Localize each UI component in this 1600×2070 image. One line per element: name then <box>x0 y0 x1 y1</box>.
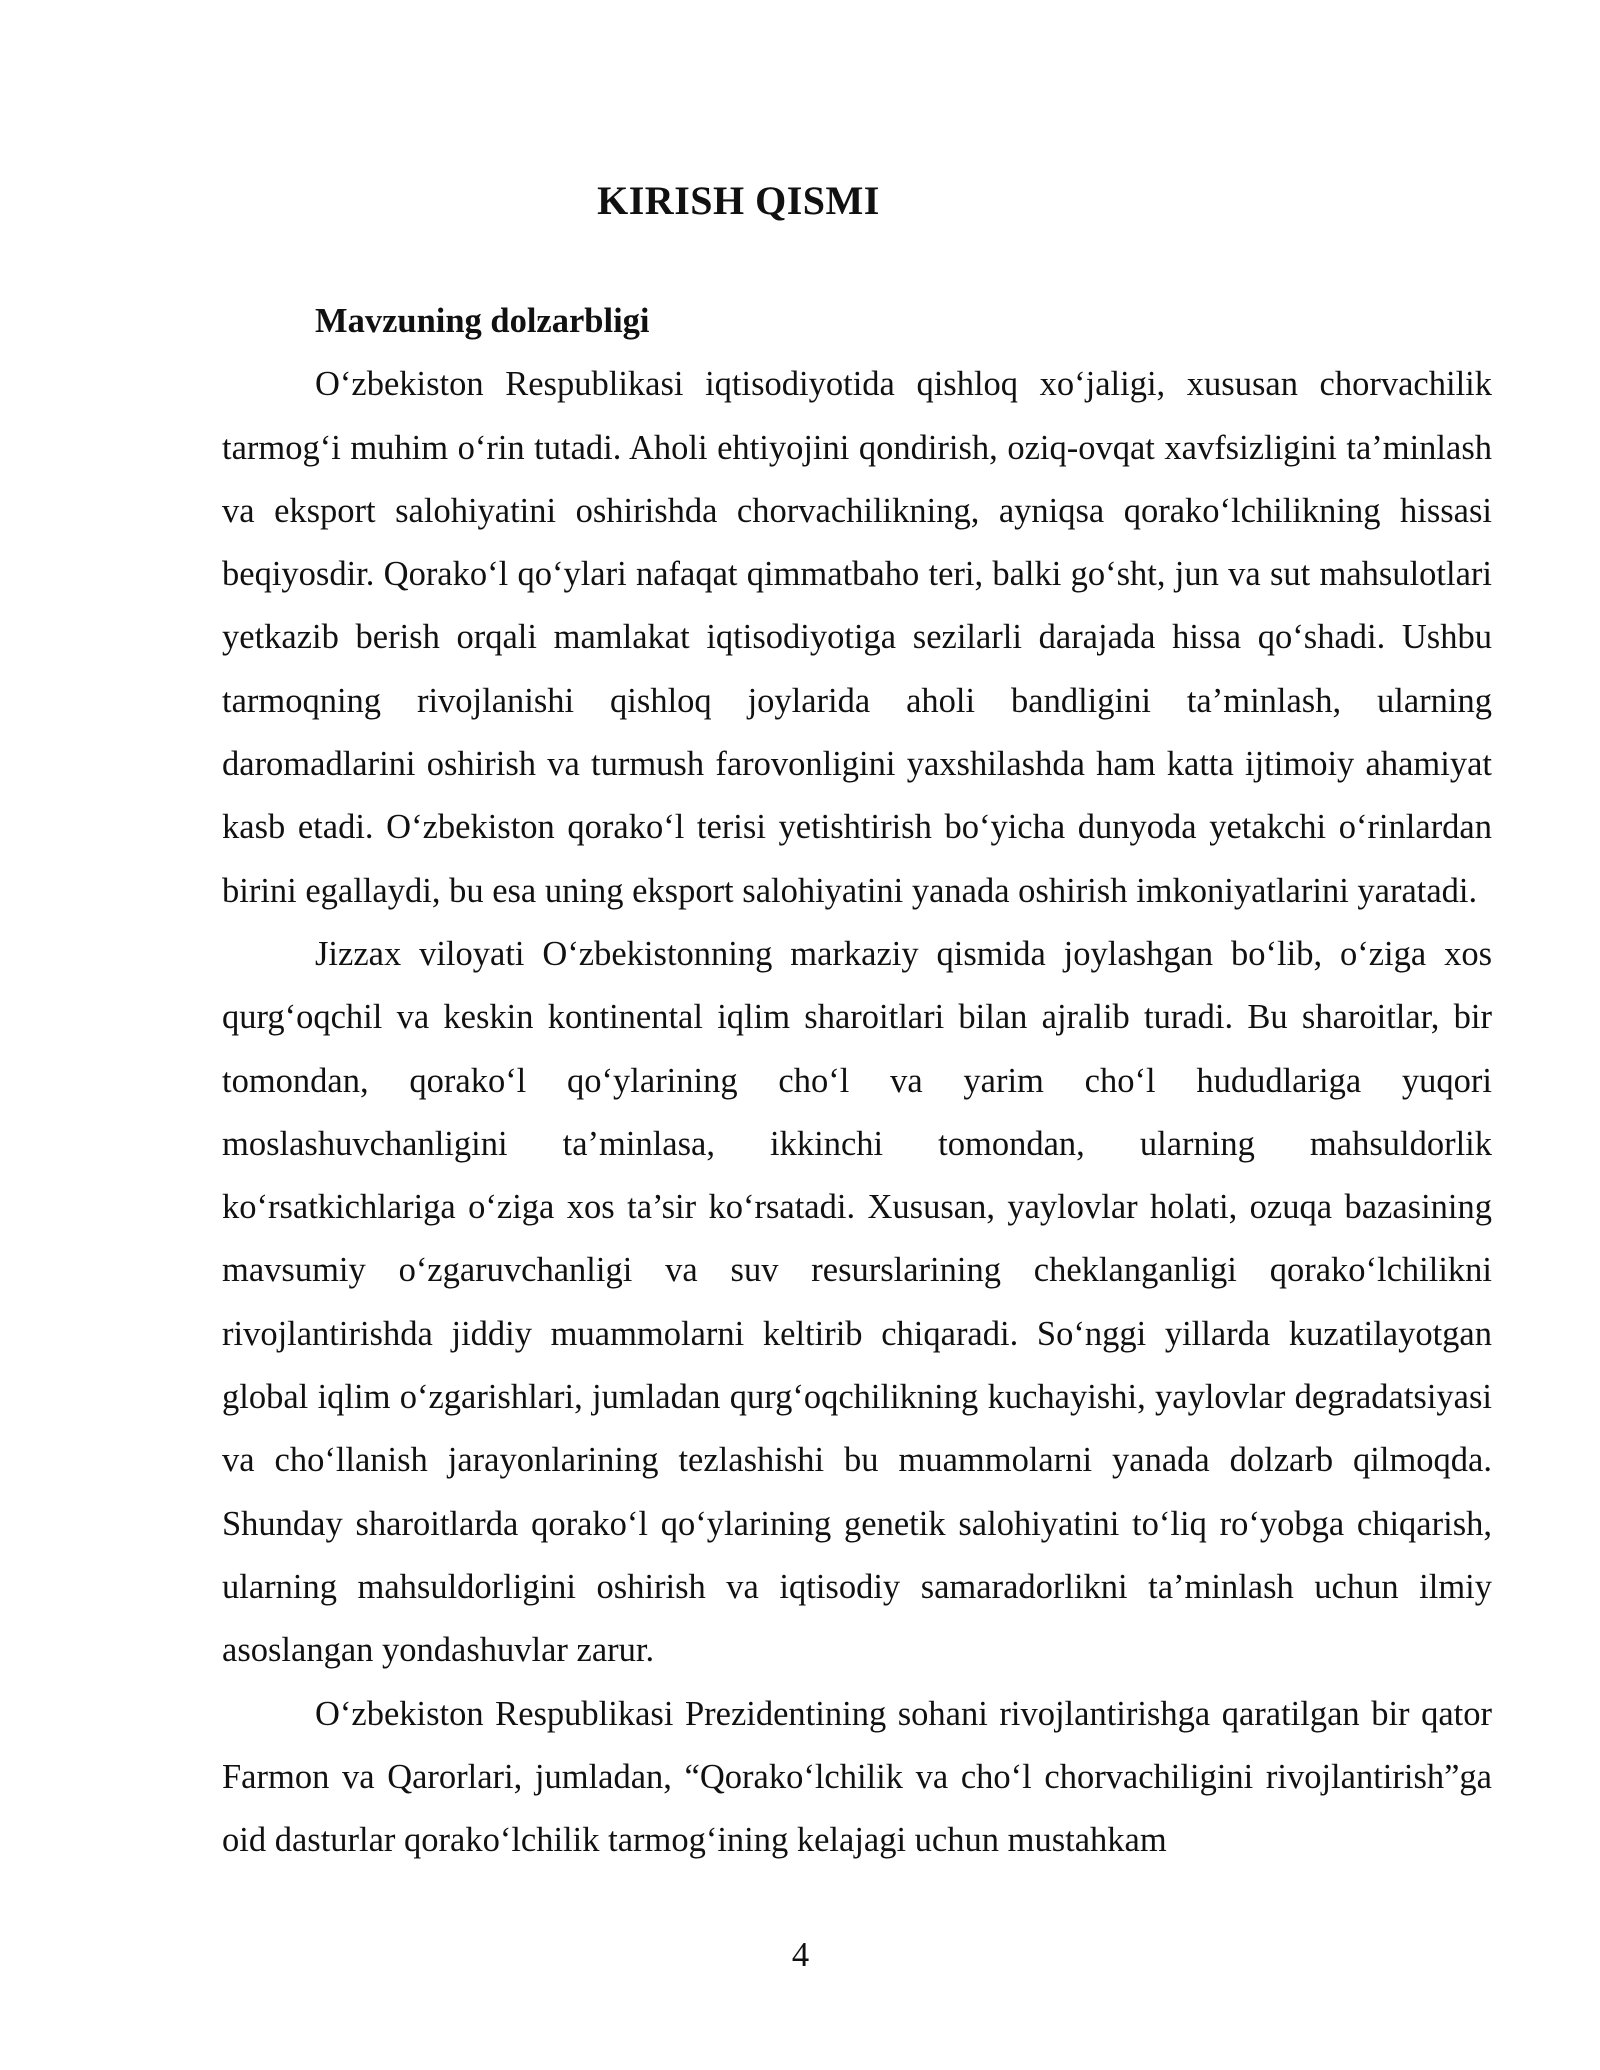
section-heading: Mavzuning dolzarbligi <box>315 302 650 340</box>
document-body <box>222 290 1492 1872</box>
paragraph-1: O‘zbekiston Respublikasi iqtisodiyotida qishloq xo‘jaligi, xususan chorvachilik tarmog‘i muhim o‘rin tutadi. Aholi ehtiyojini qondirish, oziq-ovqat xavfsizligini ta’minlash va eksport salohiyatini oshirishda chorvachilikning, ayniqsa qorako‘lchilikning hissasi beqiyosdir. Qorako‘l qo‘ylari nafaqat qimmatbaho teri, balki go‘sht, jun va sut mahsulotlari yetkazib berish orqali mamlakat iqtisodiyotiga sezilarli darajada hissa qo‘shadi. Ushbu tarmoqning rivojlanishi qishloq joylarida aholi bandligini ta’minlash, ularning daromadlarini oshirish va turmush farovonligini yaxshilashda ham katta ijtimoiy ahamiyat kasb etadi. O‘zbekiston qorako‘l terisi yetishtirish bo‘yicha dunyoda yetakchi o‘rinlardan birini egallaydi, bu esa uning eksport salohiyatini yanada oshirish imkoniyatlarini yaratadi. <box>222 365 1492 910</box>
page-title: KIRISH QISMI <box>597 177 880 223</box>
paragraph-2: Jizzax viloyati O‘zbekistonning markaziy qismida joylashgan bo‘lib, o‘ziga xos qurg‘oqchil va keskin kontinental iqlim sharoitlari bilan ajralib turadi. Bu sharoitlar, bir tomondan, qorako‘l qo‘ylarining cho‘l va yarim cho‘l hududlariga yuqori moslashuvchanligini ta’minlasa, ikkinchi tomondan, ularning mahsuldorlik ko‘rsatkichlariga o‘ziga xos ta’sir ko‘rsatadi. Xususan, yaylovlar holati, ozuqa bazasining mavsumiy o‘zgaruvchanligi va suv resurslarining cheklanganligi qorako‘lchilikni rivojlantirishda jiddiy muammolarni keltirib chiqaradi. So‘nggi yillarda kuzatilayotgan global iqlim o‘zgarishlari, jumladan qurg‘oqchilikning kuchayishi, yaylovlar degradatsiyasi va cho‘llanish jarayonlarining tezlashishi bu muammolarni yanada dolzarb qilmoqda. Shunday sharoitlarda qorako‘l qo‘ylarining genetik salohiyatini to‘liq ro‘yobga chiqarish, ularning mahsuldorligini oshirish va iqtisodiy samaradorlikni ta’minlash uchun ilmiy asoslangan yondashuvlar zarur. <box>222 934 1492 1670</box>
page-number: 4 <box>791 1936 810 1974</box>
paragraph-3: O‘zbekiston Respublikasi Prezidentining sohani rivojlantirishga qaratilgan bir qator Farmon va Qarorlari, jumladan, “Qorako‘lchilik va cho‘l chorvachiligini rivojlantirish”ga oid dasturlar qorako‘lchilik tarmog‘ining kelajagi uchun mustahkam <box>222 1694 1492 1860</box>
